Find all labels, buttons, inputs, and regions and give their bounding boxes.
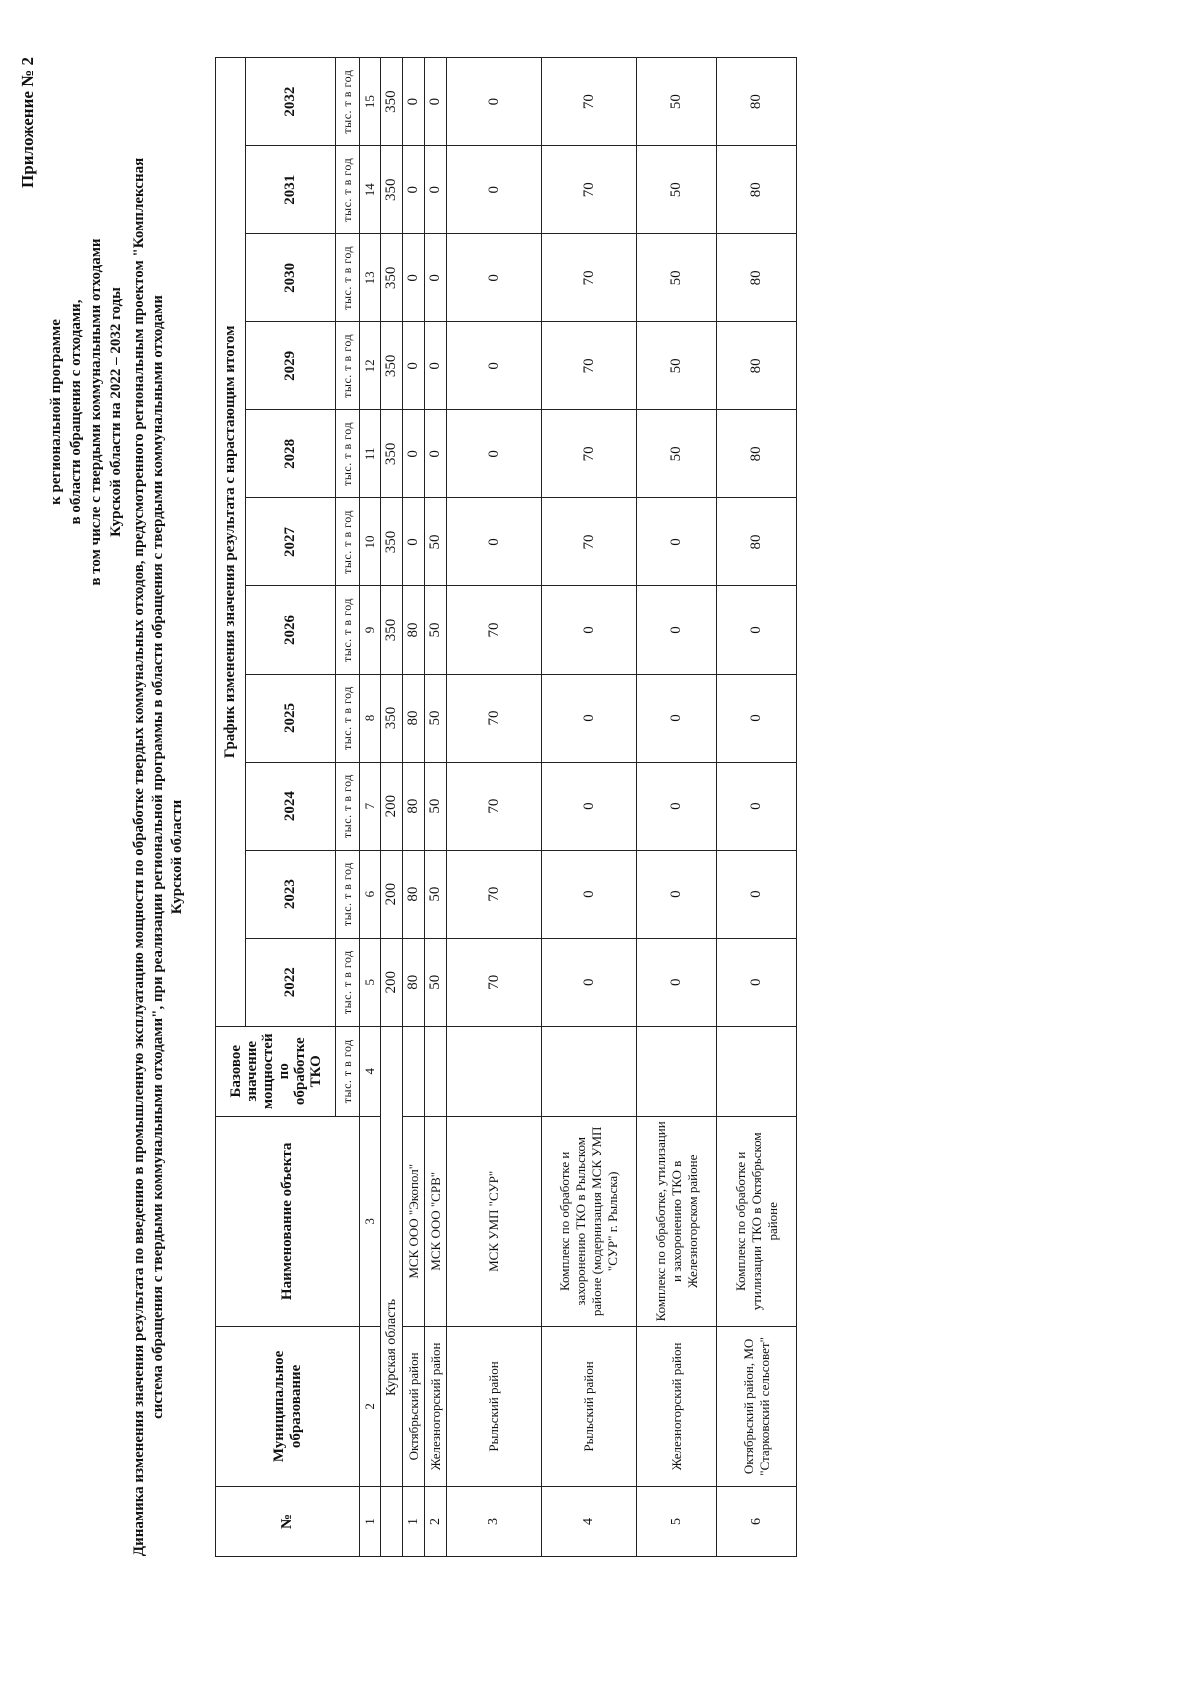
unit-cell: тыс. т в год: [336, 498, 360, 586]
row-value: 50: [425, 586, 447, 674]
unit-cell: тыс. т в год: [336, 586, 360, 674]
row-value: 80: [717, 410, 797, 498]
table-row: [637, 58, 717, 1557]
header-num: №: [216, 1486, 360, 1556]
appendix-line: в области обращения с отходами,: [68, 299, 84, 525]
row-value: 80: [403, 938, 425, 1026]
year-header: 2027: [246, 498, 336, 586]
year-header: 2024: [246, 762, 336, 850]
region-row: [381, 58, 403, 1557]
unit-cell: тыс. т в год: [336, 58, 360, 146]
row-object: МСК ООО "СРВ": [425, 1116, 447, 1326]
row-value: 0: [447, 234, 542, 322]
region-value: 350: [381, 58, 403, 146]
unit-cell: тыс. т в год: [336, 146, 360, 234]
column-number: 15: [360, 58, 381, 146]
region-value: 350: [381, 234, 403, 322]
row-value: 0: [403, 234, 425, 322]
row-value: 0: [403, 498, 425, 586]
year-header: 2032: [246, 58, 336, 146]
year-header: 2025: [246, 674, 336, 762]
row-value: 70: [542, 322, 637, 410]
title-line: Динамика изменения значения результата по введению в промышленную эксплуатацию мощности по обработке твердых коммунальных отходов, предусмотренного региональным проектом "Комплексная: [131, 157, 147, 1557]
row-value: 0: [542, 938, 637, 1026]
column-number: 5: [360, 938, 381, 1026]
row-num: 1: [403, 1486, 425, 1556]
row-value: 70: [447, 586, 542, 674]
row-value: 0: [425, 58, 447, 146]
row-value: 50: [425, 674, 447, 762]
row-value: 50: [425, 762, 447, 850]
row-value: 0: [637, 938, 717, 1026]
table-row: [717, 58, 797, 1557]
row-value: 80: [403, 762, 425, 850]
region-value: 350: [381, 322, 403, 410]
row-value: 50: [425, 938, 447, 1026]
region-value: 200: [381, 850, 403, 938]
appendix-line: Курской области на 2022 – 2032 годы: [108, 287, 124, 537]
unit-cell: тыс. т в год: [336, 850, 360, 938]
appendix-number: Приложение № 2: [18, 57, 37, 188]
row-value: 70: [447, 938, 542, 1026]
row-value: 0: [717, 762, 797, 850]
row-num: 6: [717, 1486, 797, 1556]
column-number: 2: [360, 1326, 381, 1486]
row-value: 70: [447, 850, 542, 938]
unit-cell: тыс. т в год: [336, 1026, 360, 1116]
row-num: 3: [447, 1486, 542, 1556]
row-num: 2: [425, 1486, 447, 1556]
row-value: 0: [403, 410, 425, 498]
column-number-row: [360, 58, 381, 1557]
row-value: 70: [447, 762, 542, 850]
row-value: 70: [542, 58, 637, 146]
row-value: 0: [717, 586, 797, 674]
row-value: 0: [425, 410, 447, 498]
row-value: 0: [425, 322, 447, 410]
row-value: 80: [717, 58, 797, 146]
row-value: 0: [542, 674, 637, 762]
row-value: 50: [637, 58, 717, 146]
row-value: 50: [425, 498, 447, 586]
row-value: 80: [403, 586, 425, 674]
unit-cell: тыс. т в год: [336, 762, 360, 850]
row-value: 0: [542, 762, 637, 850]
row-value: 70: [542, 234, 637, 322]
dynamics-table: [215, 57, 797, 1557]
row-value: 0: [403, 146, 425, 234]
row-value: 80: [403, 674, 425, 762]
row-municipality: Октябрьский район, МО "Старковский сельсовет": [717, 1326, 797, 1486]
header-base: Базовое значение мощностей по обработке ТКО: [216, 1026, 336, 1116]
row-value: 0: [717, 938, 797, 1026]
unit-cell: тыс. т в год: [336, 410, 360, 498]
appendix-line: к региональной программе: [48, 319, 64, 505]
row-value: 0: [447, 498, 542, 586]
row-value: 0: [637, 762, 717, 850]
row-value: 50: [637, 410, 717, 498]
year-header: 2030: [246, 234, 336, 322]
year-header: 2026: [246, 586, 336, 674]
region-value: 350: [381, 586, 403, 674]
row-value: 0: [447, 146, 542, 234]
row-object: МСК ООО "Экопол": [403, 1116, 425, 1326]
row-base: [425, 1026, 447, 1116]
row-value: 80: [403, 850, 425, 938]
row-value: 50: [637, 322, 717, 410]
column-number: 9: [360, 586, 381, 674]
document-title: [130, 137, 187, 1577]
row-value: 0: [425, 146, 447, 234]
column-number: 8: [360, 674, 381, 762]
row-value: 0: [447, 58, 542, 146]
row-value: 0: [403, 322, 425, 410]
row-base: [403, 1026, 425, 1116]
row-value: 0: [637, 498, 717, 586]
region-value: 350: [381, 498, 403, 586]
row-value: 0: [542, 850, 637, 938]
year-header: 2023: [246, 850, 336, 938]
region-name: Курская область: [381, 1026, 403, 1486]
row-value: 0: [447, 322, 542, 410]
row-value: 0: [717, 850, 797, 938]
row-base: [447, 1026, 542, 1116]
header-municipality: Муниципальное образование: [216, 1326, 360, 1486]
column-number: 12: [360, 322, 381, 410]
table-body: [381, 58, 797, 1557]
row-num: 4: [542, 1486, 637, 1556]
row-municipality: Железногорский район: [637, 1326, 717, 1486]
row-value: 80: [717, 234, 797, 322]
row-object: МСК УМП "СУР": [447, 1116, 542, 1326]
row-base: [717, 1026, 797, 1116]
row-municipality: Железногорский район: [425, 1326, 447, 1486]
region-num-cell: [381, 1486, 403, 1556]
row-object: Комплекс по обработке и утилизации ТКО в Октябрьском районе: [717, 1116, 797, 1326]
column-number: 1: [360, 1486, 381, 1556]
row-value: 50: [425, 850, 447, 938]
year-header: 2028: [246, 410, 336, 498]
row-value: 50: [637, 234, 717, 322]
appendix-reference: [46, 87, 126, 737]
row-municipality: Октябрьский район: [403, 1326, 425, 1486]
row-value: 0: [425, 234, 447, 322]
row-value: 0: [717, 674, 797, 762]
row-value: 0: [637, 586, 717, 674]
table-row: [425, 58, 447, 1557]
row-object: Комплекс по обработке, утилизации и захоронению ТКО в Железногорском районе: [637, 1116, 717, 1326]
region-value: 350: [381, 674, 403, 762]
table-row: [447, 58, 542, 1557]
row-base: [637, 1026, 717, 1116]
row-base: [542, 1026, 637, 1116]
unit-cell: тыс. т в год: [336, 674, 360, 762]
row-value: 70: [447, 674, 542, 762]
row-value: 0: [542, 586, 637, 674]
row-municipality: Рыльский район: [447, 1326, 542, 1486]
region-value: 350: [381, 410, 403, 498]
table-row: [403, 58, 425, 1557]
unit-cell: тыс. т в год: [336, 322, 360, 410]
column-number: 6: [360, 850, 381, 938]
row-value: 80: [717, 146, 797, 234]
region-value: 200: [381, 762, 403, 850]
header-schedule: График изменения значения результата с нарастающим итогом: [216, 58, 246, 1027]
row-value: 0: [637, 850, 717, 938]
unit-cell: тыс. т в год: [336, 234, 360, 322]
year-header: 2029: [246, 322, 336, 410]
appendix-line: в том числе с твердыми коммунальными отходами: [88, 238, 104, 586]
column-number: 7: [360, 762, 381, 850]
region-value: 200: [381, 938, 403, 1026]
title-line: Курской области: [169, 799, 185, 915]
column-number: 14: [360, 146, 381, 234]
year-header: 2022: [246, 938, 336, 1026]
row-value: 80: [717, 322, 797, 410]
row-value: 70: [542, 146, 637, 234]
row-object: Комплекс по обработке и захоронению ТКО в Рыльском районе (модернизация МСК УМП "СУР" г. Рыльска): [542, 1116, 637, 1326]
table-row: [542, 58, 637, 1557]
row-value: 50: [637, 146, 717, 234]
row-value: 80: [717, 498, 797, 586]
row-value: 0: [637, 674, 717, 762]
row-value: 0: [403, 58, 425, 146]
row-value: 70: [542, 410, 637, 498]
column-number: 10: [360, 498, 381, 586]
row-value: 0: [447, 410, 542, 498]
column-number: 11: [360, 410, 381, 498]
unit-cell: тыс. т в год: [336, 938, 360, 1026]
column-number: 13: [360, 234, 381, 322]
title-line: система обращения с твердыми коммунальными отходами", при реализации региональной программы в области обращения с твердыми коммунальными отходами: [150, 295, 166, 1419]
header-object: Наименование объекта: [216, 1116, 360, 1326]
row-municipality: Рыльский район: [542, 1326, 637, 1486]
row-num: 5: [637, 1486, 717, 1556]
row-value: 70: [542, 498, 637, 586]
column-number: 4: [360, 1026, 381, 1116]
column-number: 3: [360, 1116, 381, 1326]
region-value: 350: [381, 146, 403, 234]
year-header: 2031: [246, 146, 336, 234]
